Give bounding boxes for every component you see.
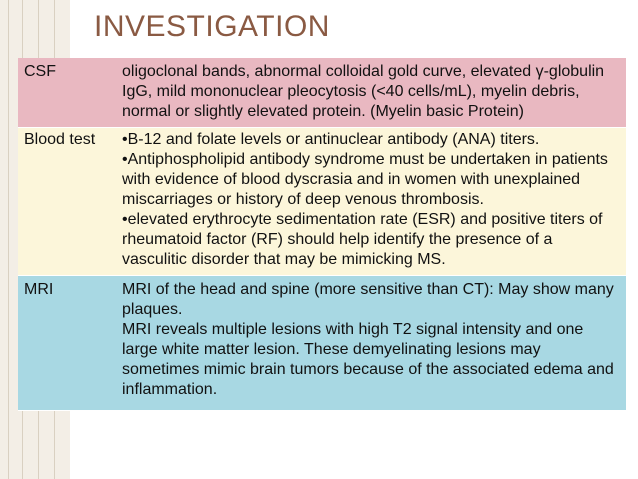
row-content [116,276,626,411]
investigation-table [18,58,626,411]
row-label: MRI [18,276,116,411]
table-row [18,58,626,128]
row-content [116,58,626,128]
table-row [18,128,626,276]
content-line: •Antiphospholipid antibody syndrome must be undertaken in patients with evidence of blood dyscrasia and in women with unexplained miscarriages or history of deep venous thrombosis. [122,151,608,208]
content-line: MRI reveals multiple lesions with high T2 signal intensity and one large white matter lesion. These demyelinating lesions may sometimes mimic brain tumors because of the associated edema and inflammation. [122,321,614,398]
content-line: oligoclonal bands, abnormal colloidal gold curve, elevated γ-globulin IgG, mild mononuclear pleocytosis (<40 cells/mL), myelin debris, normal or slightly elevated protein. (Myelin basic Protein) [122,63,605,120]
content-line: •B-12 and folate levels or antinuclear antibody (ANA) titers. [122,131,540,148]
row-label: Blood test [18,128,116,276]
slide-title: INVESTIGATION [94,10,330,43]
row-content [116,128,626,276]
content-line: •elevated erythrocyte sedimentation rate (ESR) and positive titers of rheumatoid factor (RF) should help identify the presence of a vasculitic disorder that may be mimicking MS. [122,211,603,268]
table-row [18,276,626,411]
strip-line [8,0,9,479]
row-label: CSF [18,58,116,128]
content-line: MRI of the head and spine (more sensitive than CT): May show many plaques. [122,281,614,318]
